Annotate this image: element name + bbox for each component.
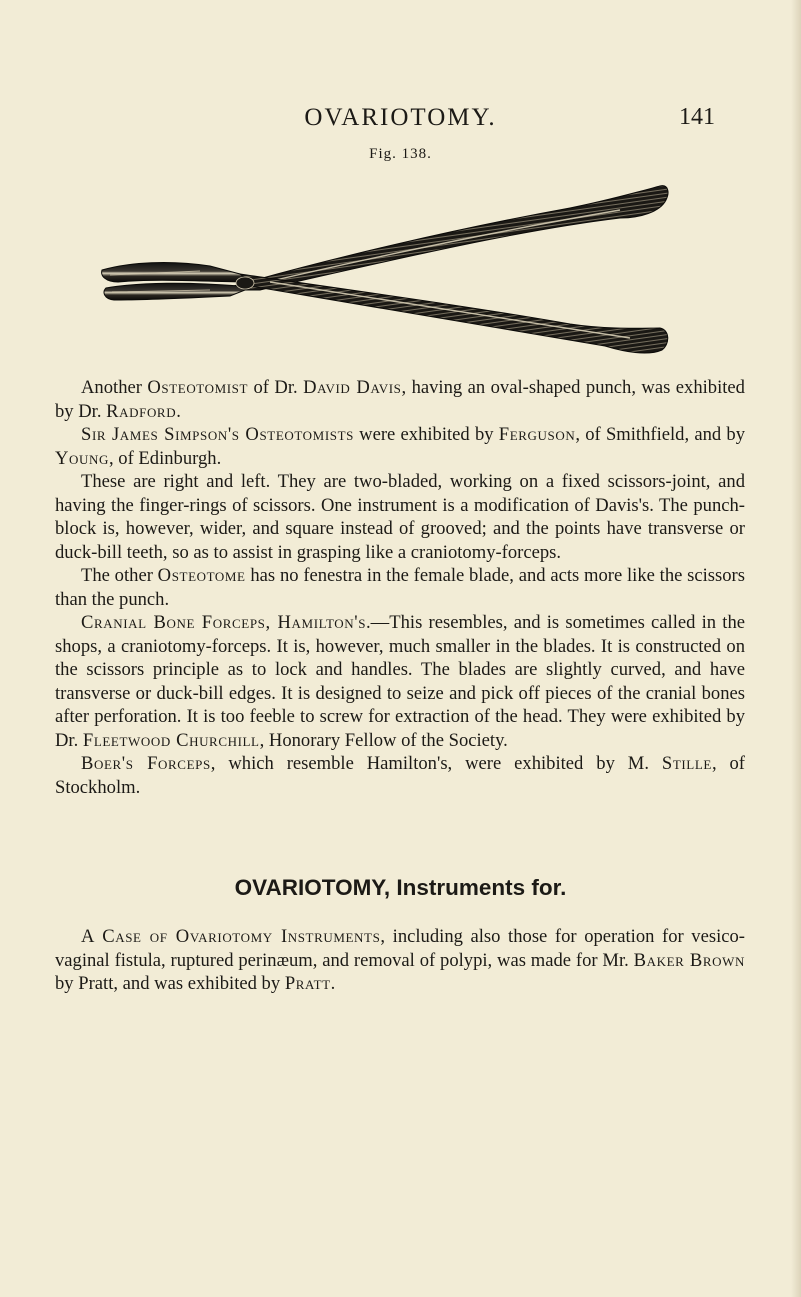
page-edge-shadow xyxy=(791,0,801,1297)
paragraph: These are right and left. They are two-bladed, working on a fixed scissors-joint, and having the finger-rings of scissors. One instrument is a modification of Davis's. The punch-block is, however, wider, and square instead of grooved; and the points have transverse or duck-bill teeth, so as to assist in grasping like a craniotomy-forceps. xyxy=(55,471,745,563)
body-text xyxy=(55,376,745,799)
upper-handle xyxy=(220,186,668,290)
lower-handle xyxy=(240,274,668,353)
running-title: OVARIOTOMY. xyxy=(304,104,497,131)
paragraph: Sir James Simpson's Osteotomists were exhibited by Ferguson, of Smithfield, and by Young, of Edinburgh. xyxy=(55,424,745,469)
paragraph: The other Osteotome has no fenestra in the female blade, and acts more like the scissors than the punch. xyxy=(55,565,745,610)
section-text xyxy=(55,925,745,996)
paragraph: Boer's Forceps, which resemble Hamilton's, were exhibited by M. Stille, of Stockholm. xyxy=(55,753,745,798)
paragraph: Cranial Bone Forceps, Hamilton's.—This resembles, and is sometimes called in the shops, a craniotomy-forceps. It is, however, much smaller in the blades. It is constructed on the scissors principle as to lock and handles. The blades are slightly curved, and have transverse or duck-bill edges. It is designed to seize and pick off pieces of the cranial bones after perforation. It is too feeble to screw for extraction of the head. They were exhibited by Dr. Fleetwood Churchill, Honorary Fellow of the Society. xyxy=(55,612,745,751)
osteotomist-forceps-illustration xyxy=(100,178,670,356)
joint-rivet xyxy=(236,277,254,289)
paragraph: A Case of Ovariotomy Instruments, including also those for operation for vesico-vaginal fistula, ruptured perinæum, and removal of polypi, was made for Mr. Baker Brown by Pratt, and was exhibited by Pratt. xyxy=(55,926,745,994)
running-head xyxy=(0,104,801,138)
section-heading: OVARIOTOMY, Instruments for. xyxy=(234,875,567,900)
page-number: 141 xyxy=(679,104,715,130)
figure-caption: Fig. 138. xyxy=(369,146,432,162)
paragraph: Another Osteotomist of Dr. David Davis, having an oval-shaped punch, was exhibited by Dr. Radford. xyxy=(55,377,745,422)
